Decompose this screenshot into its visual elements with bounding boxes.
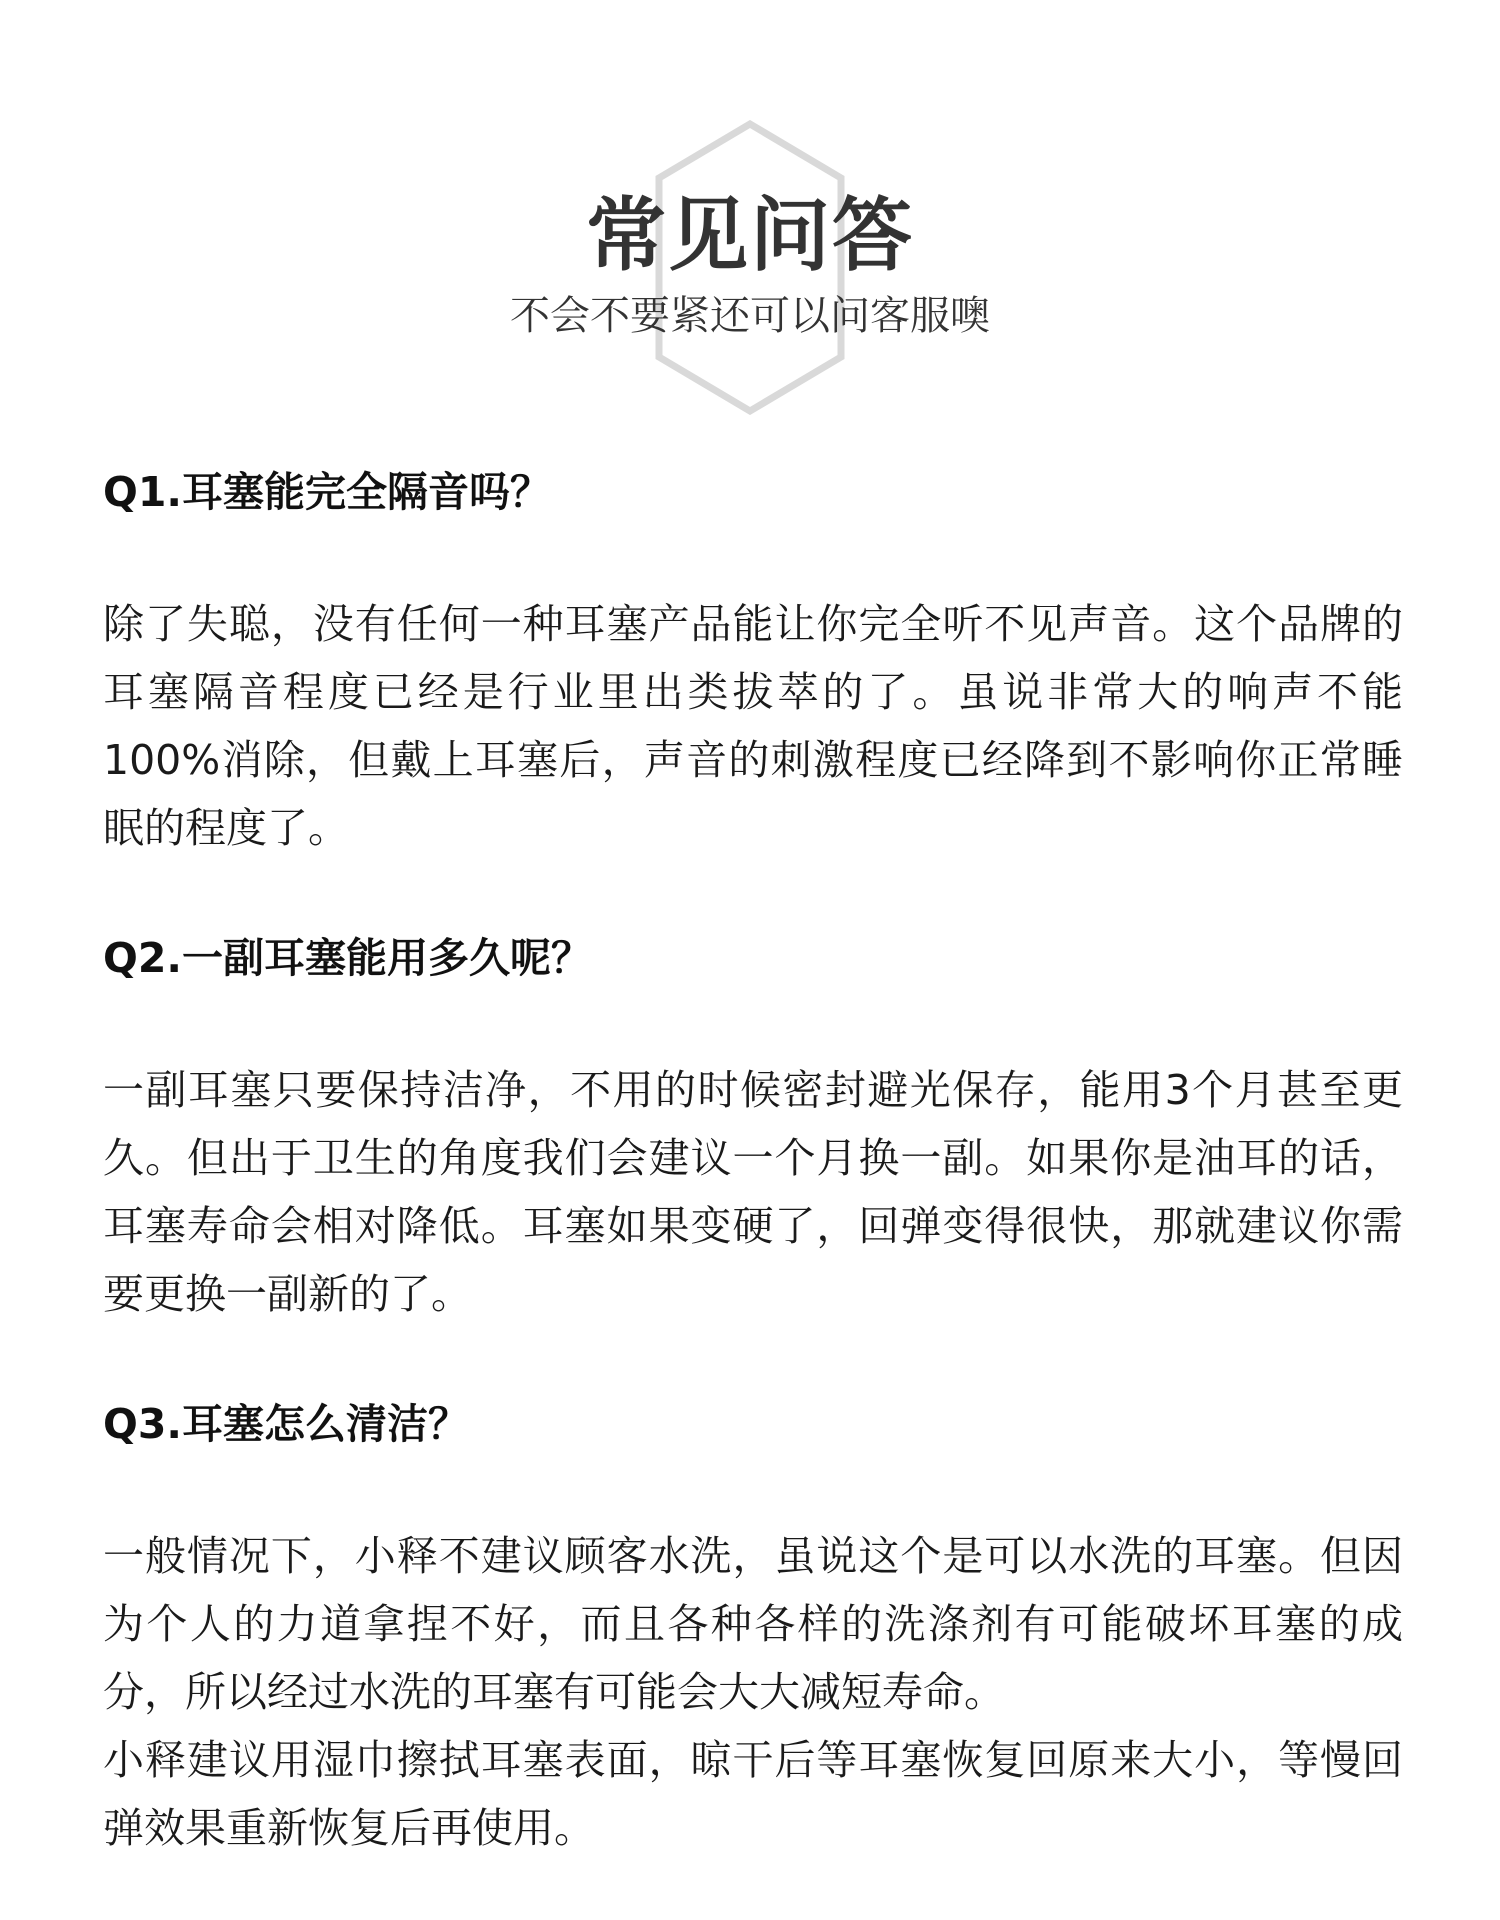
faq-question: Q2.一副耳塞能用多久呢？: [103, 934, 592, 982]
page-header: [0, 0, 1500, 420]
faq-question: Q3.耳塞怎么清洁？: [103, 1400, 469, 1448]
faq-question: Q1.耳塞能完全隔音吗？: [103, 468, 551, 516]
faq-item-2: [103, 928, 1403, 1328]
page-title: 常见问答: [586, 189, 914, 282]
faq-item-1: [103, 462, 1403, 862]
faq-answer-continued: 小释建议用湿巾擦拭耳塞表面，晾干后等耳塞恢复回原来大小，等慢回弹效果重新恢复后再使用。: [103, 1736, 1403, 1852]
page-subtitle: 不会不要紧还可以问客服噢: [510, 293, 990, 339]
faq-item-3: [103, 1394, 1403, 1862]
faq-answer: 一副耳塞只要保持洁净，不用的时候密封避光保存，能用3个月甚至更久。但出于卫生的角度我们会建议一个月换一副。如果你是油耳的话，耳塞寿命会相对降低。耳塞如果变硬了，回弹变得很快，那就建议你需要更换一副新的了。: [103, 1066, 1403, 1318]
faq-answer: 除了失聪，没有任何一种耳塞产品能让你完全听不见声音。这个品牌的耳塞隔音程度已经是行业里出类拔萃的了。虽说非常大的响声不能100%消除，但戴上耳塞后，声音的刺激程度已经降到不影响你正常睡眠的程度了。: [103, 600, 1403, 852]
faq-list: [103, 462, 1403, 1862]
faq-answer: 一般情况下，小释不建议顾客水洗，虽说这个是可以水洗的耳塞。但因为个人的力道拿捏不好，而且各种各样的洗涤剂有可能破坏耳塞的成分，所以经过水洗的耳塞有可能会大大减短寿命。: [103, 1532, 1403, 1716]
